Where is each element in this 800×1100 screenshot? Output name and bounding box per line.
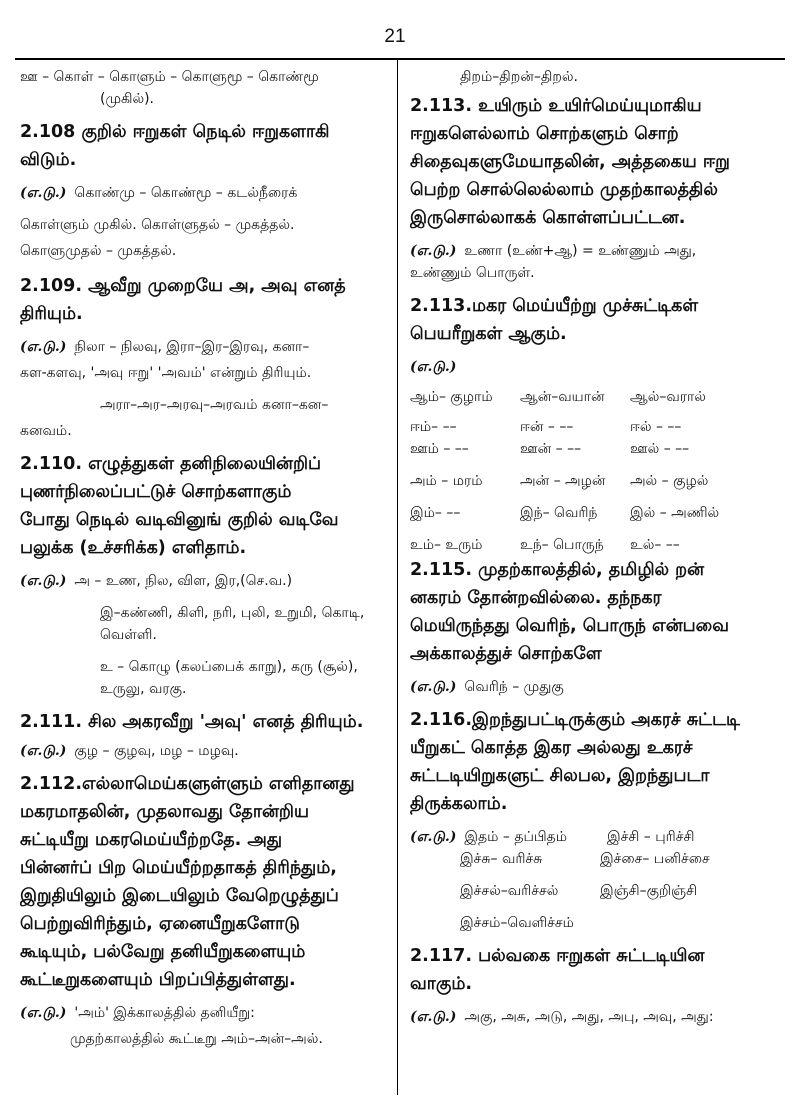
table-cell: ஆம்– குழாம் <box>410 389 493 405</box>
header-rule <box>15 58 785 60</box>
suffix-table <box>410 470 782 492</box>
example-text: இச்சை– பனிச்சை <box>600 851 710 867</box>
example-line: முதற்காலத்தில் கூட்டீறு அம்–அன்–அல். <box>70 1031 323 1047</box>
example-line <box>410 240 782 262</box>
example-text: குழ – குழவு, மழ – மழவு. <box>74 743 239 759</box>
example-text: இச்சல்–வரிச்சல் <box>460 883 559 899</box>
suffix-table <box>410 502 782 524</box>
example-line <box>410 1006 782 1028</box>
rule-heading-2-113: ஈறுகளெல்லாம் சொற்களும் சொற் <box>410 124 679 144</box>
example-label: (எ.டு.) <box>20 1005 67 1021</box>
example-text: இச்சி – புரிச்சி <box>607 829 695 845</box>
example-text: இஞ்சி–குறிஞ்சி <box>600 883 698 899</box>
example-line <box>20 740 392 762</box>
rule-heading-2-113-makara: 2.113.மகர மெய்யீற்று முச்சுட்டிகள் <box>410 296 699 316</box>
example-line: கொளுமுதல் – முகத்தல். <box>20 243 177 259</box>
rule-heading-2-113-makara: பெயரீறுகள் ஆகும். <box>410 324 567 344</box>
table-cell: இந்– வெரிந் <box>520 505 598 521</box>
table-cell: அம் – மரம் <box>410 473 483 489</box>
column-divider <box>397 60 398 1095</box>
example-label: (எ.டு.) <box>410 243 457 259</box>
rule-heading-2-111: 2.111. சில அகரவீறு 'அவு' எனத் திரியும். <box>20 712 364 732</box>
rule-heading-2-112: பெற்றுவிரிந்தும், ஏனையீறுகளோடு <box>20 914 300 934</box>
rule-heading-2-112: பின்னர்ப் பிற மெய்யீற்றதாகத் திரிந்தும், <box>20 858 337 878</box>
table-cell: ஆல்–வரால் <box>630 389 706 405</box>
rule-heading-2-108: விடும். <box>20 150 77 170</box>
example-label: (எ.டு.) <box>20 573 67 589</box>
table-cell: இம்– –– <box>410 505 461 521</box>
rule-heading-2-110: போது நெடில் வடிவினுங் குறில் வடிவே <box>20 510 339 530</box>
rule-heading-2-112: சுட்டியீறு மகரமெய்யீற்றதே. அது <box>20 830 283 850</box>
table-cell: ஆன்–வயான் <box>520 389 605 405</box>
rule-heading-2-113: இருசொல்லாகக் கொள்ளப்பட்டன. <box>410 208 686 228</box>
rule-heading-2-116: திருக்கலாம். <box>410 794 508 814</box>
table-cell: அன் – அழன் <box>520 473 606 489</box>
example-text: 'அம்' இக்காலத்தில் தனியீறு: <box>74 1005 255 1021</box>
page-number: 21 <box>384 26 406 47</box>
example-line <box>20 570 392 592</box>
rule-heading-2-109: திரியும். <box>20 304 83 324</box>
rule-heading-2-116: சுட்டடியிறுகளுட் சிலபல, இறந்துபடா <box>410 766 710 786</box>
rule-heading-2-110: 2.110. எழுத்துகள் தனிநிலையின்றிப் <box>20 454 322 474</box>
example-label: (எ.டு.) <box>20 185 67 201</box>
example-text: நிலா – நிலவு, இரா–இர–இரவு, கனா– <box>74 339 310 355</box>
example-label: (எ.டு.) <box>410 1009 457 1025</box>
example-label: (எ.டு.) <box>410 359 457 375</box>
rule-heading-2-117: வாகும். <box>410 974 473 994</box>
example-line: உ – கொழு (கலப்பைக் காறு), கரு (சூல்), <box>100 659 358 675</box>
example-text: வெரிந் – முதுகு <box>464 679 564 695</box>
rule-heading-2-115: அக்காலத்துச் சொற்களே <box>410 644 602 664</box>
table-cell: ஊல் – –– <box>630 441 690 457</box>
suffix-table <box>410 416 782 460</box>
example-line: கள-களவு, 'அவு ஈறு' 'அவம்' என்றும் திரியும். <box>20 365 312 381</box>
rule-heading-2-113: சிதைவுகளுமேயாதலின், அத்தகைய ஈறு <box>410 152 730 172</box>
example-line: உருலு, வரகு. <box>100 681 187 697</box>
example-grid <box>410 880 782 902</box>
example-line: உண்ணும் பொருள். <box>410 265 535 281</box>
table-cell: ஈம்– –– <box>410 419 457 435</box>
rule-heading-2-115: மெயிருந்தது வெரிந், பொருந் என்பவை <box>410 616 729 636</box>
table-cell: அல் – குழல் <box>630 473 709 489</box>
example-text: உணா (உண்+ஆ) = உண்ணும் அது, <box>464 243 697 259</box>
text-line: (முகில்). <box>100 91 155 107</box>
table-cell: ஊன் – –– <box>520 441 582 457</box>
rule-heading-2-112: இறுதியிலும் இடையிலும் வேறெழுத்துப் <box>20 886 339 906</box>
table-cell: ஈல் – –– <box>630 419 682 435</box>
example-line <box>20 1002 392 1024</box>
example-label: (எ.டு.) <box>20 743 67 759</box>
rule-heading-2-115: 2.115. முதற்காலத்தில், தமிழில் றன் <box>410 560 705 580</box>
rule-heading-2-112: கூட்டீறுகளையும் பிறப்பித்துள்ளது. <box>20 970 296 990</box>
example-label: (எ.டு.) <box>20 339 67 355</box>
example-text: கொண்மு – கொண்மூ – கடல்நீரைக் <box>74 185 298 201</box>
rule-heading-2-109: 2.109. ஆவீறு முறையே அ, அவு எனத் <box>20 276 346 296</box>
left-column <box>20 66 392 1050</box>
example-text: இச்சு– வரிச்சு <box>460 851 543 867</box>
table-cell: உம்– உரும் <box>410 537 483 553</box>
suffix-table <box>410 534 782 556</box>
example-line: கொள்ளும் முகில். கொள்ளுதல் – முகத்தல். <box>20 217 295 233</box>
suffix-table <box>410 386 782 408</box>
rule-heading-2-113: 2.113. உயிரும் உயிர்மெய்யுமாகிய <box>410 96 702 116</box>
example-line: வெள்ளி. <box>100 627 157 643</box>
rule-heading-2-115: னகரம் தோன்றவில்லை. தந்நகர <box>410 588 662 608</box>
example-line <box>410 826 782 848</box>
example-label: (எ.டு.) <box>410 829 457 845</box>
example-line: கனவம். <box>20 423 72 439</box>
example-grid <box>410 848 782 870</box>
table-cell: உந்– பொருந் <box>520 537 604 553</box>
rule-heading-2-112: 2.112.எல்லாமெய்களுள்ளும் எளிதானது <box>20 774 355 794</box>
table-cell: ஊம் – –– <box>410 441 469 457</box>
example-line <box>410 676 782 698</box>
rule-heading-2-110: புணர்நிலைப்பட்டுச் சொற்களாகும் <box>20 482 292 502</box>
rule-heading-2-117: 2.117. பல்வகை ஈறுகள் சுட்டடியின <box>410 946 705 966</box>
text-line: திறம்–திறன்–திறல். <box>460 69 578 85</box>
example-text: இதம் – தப்பிதம் <box>464 829 568 845</box>
table-cell: இல் – அணில் <box>630 505 720 521</box>
rule-heading-2-116: யீறுகட் கொத்த இகர அல்லது உகரச் <box>410 738 693 758</box>
rule-heading-2-113: பெற்ற சொல்லெல்லாம் முதற்காலத்தில் <box>410 180 718 200</box>
rule-heading-2-116: 2.116.இறந்துபட்டிருக்கும் அகரச் சுட்டடி <box>410 710 740 730</box>
example-line: இச்சம்–வெளிச்சம் <box>460 915 574 931</box>
rule-heading-2-112: கூடியும், பல்வேறு தனியீறுகளையும் <box>20 942 306 962</box>
example-line: அரா–அர–அரவு–அரவம் கனா–கன– <box>100 397 329 413</box>
example-line: இ–கண்ணி, கிளி, நரி, புலி, உறுமி, கொடி, <box>100 605 365 621</box>
rule-heading-2-112: மகரமாதலின், முதலாவது தோன்றிய <box>20 802 309 822</box>
table-cell: உல்– –– <box>630 537 680 553</box>
example-text: அ – உண, நில, விள, இர,(செ.வ.) <box>74 573 293 589</box>
example-text: அகு, அசு, அடு, அது, அபு, அவு, அது: <box>464 1009 714 1025</box>
text-line: ஊ – கொள் – கொளும் – கொளுமூ – கொண்மூ <box>20 69 319 85</box>
table-cell: ஈன் – –– <box>520 419 574 435</box>
example-line <box>20 336 392 358</box>
example-line <box>20 182 392 204</box>
rule-heading-2-110: பலுக்க (உச்சரிக்க) எளிதாம். <box>20 538 247 558</box>
example-label: (எ.டு.) <box>410 679 457 695</box>
right-column <box>410 66 782 1028</box>
rule-heading-2-108: 2.108 குறில் ஈறுகள் நெடில் ஈறுகளாகி <box>20 122 330 142</box>
